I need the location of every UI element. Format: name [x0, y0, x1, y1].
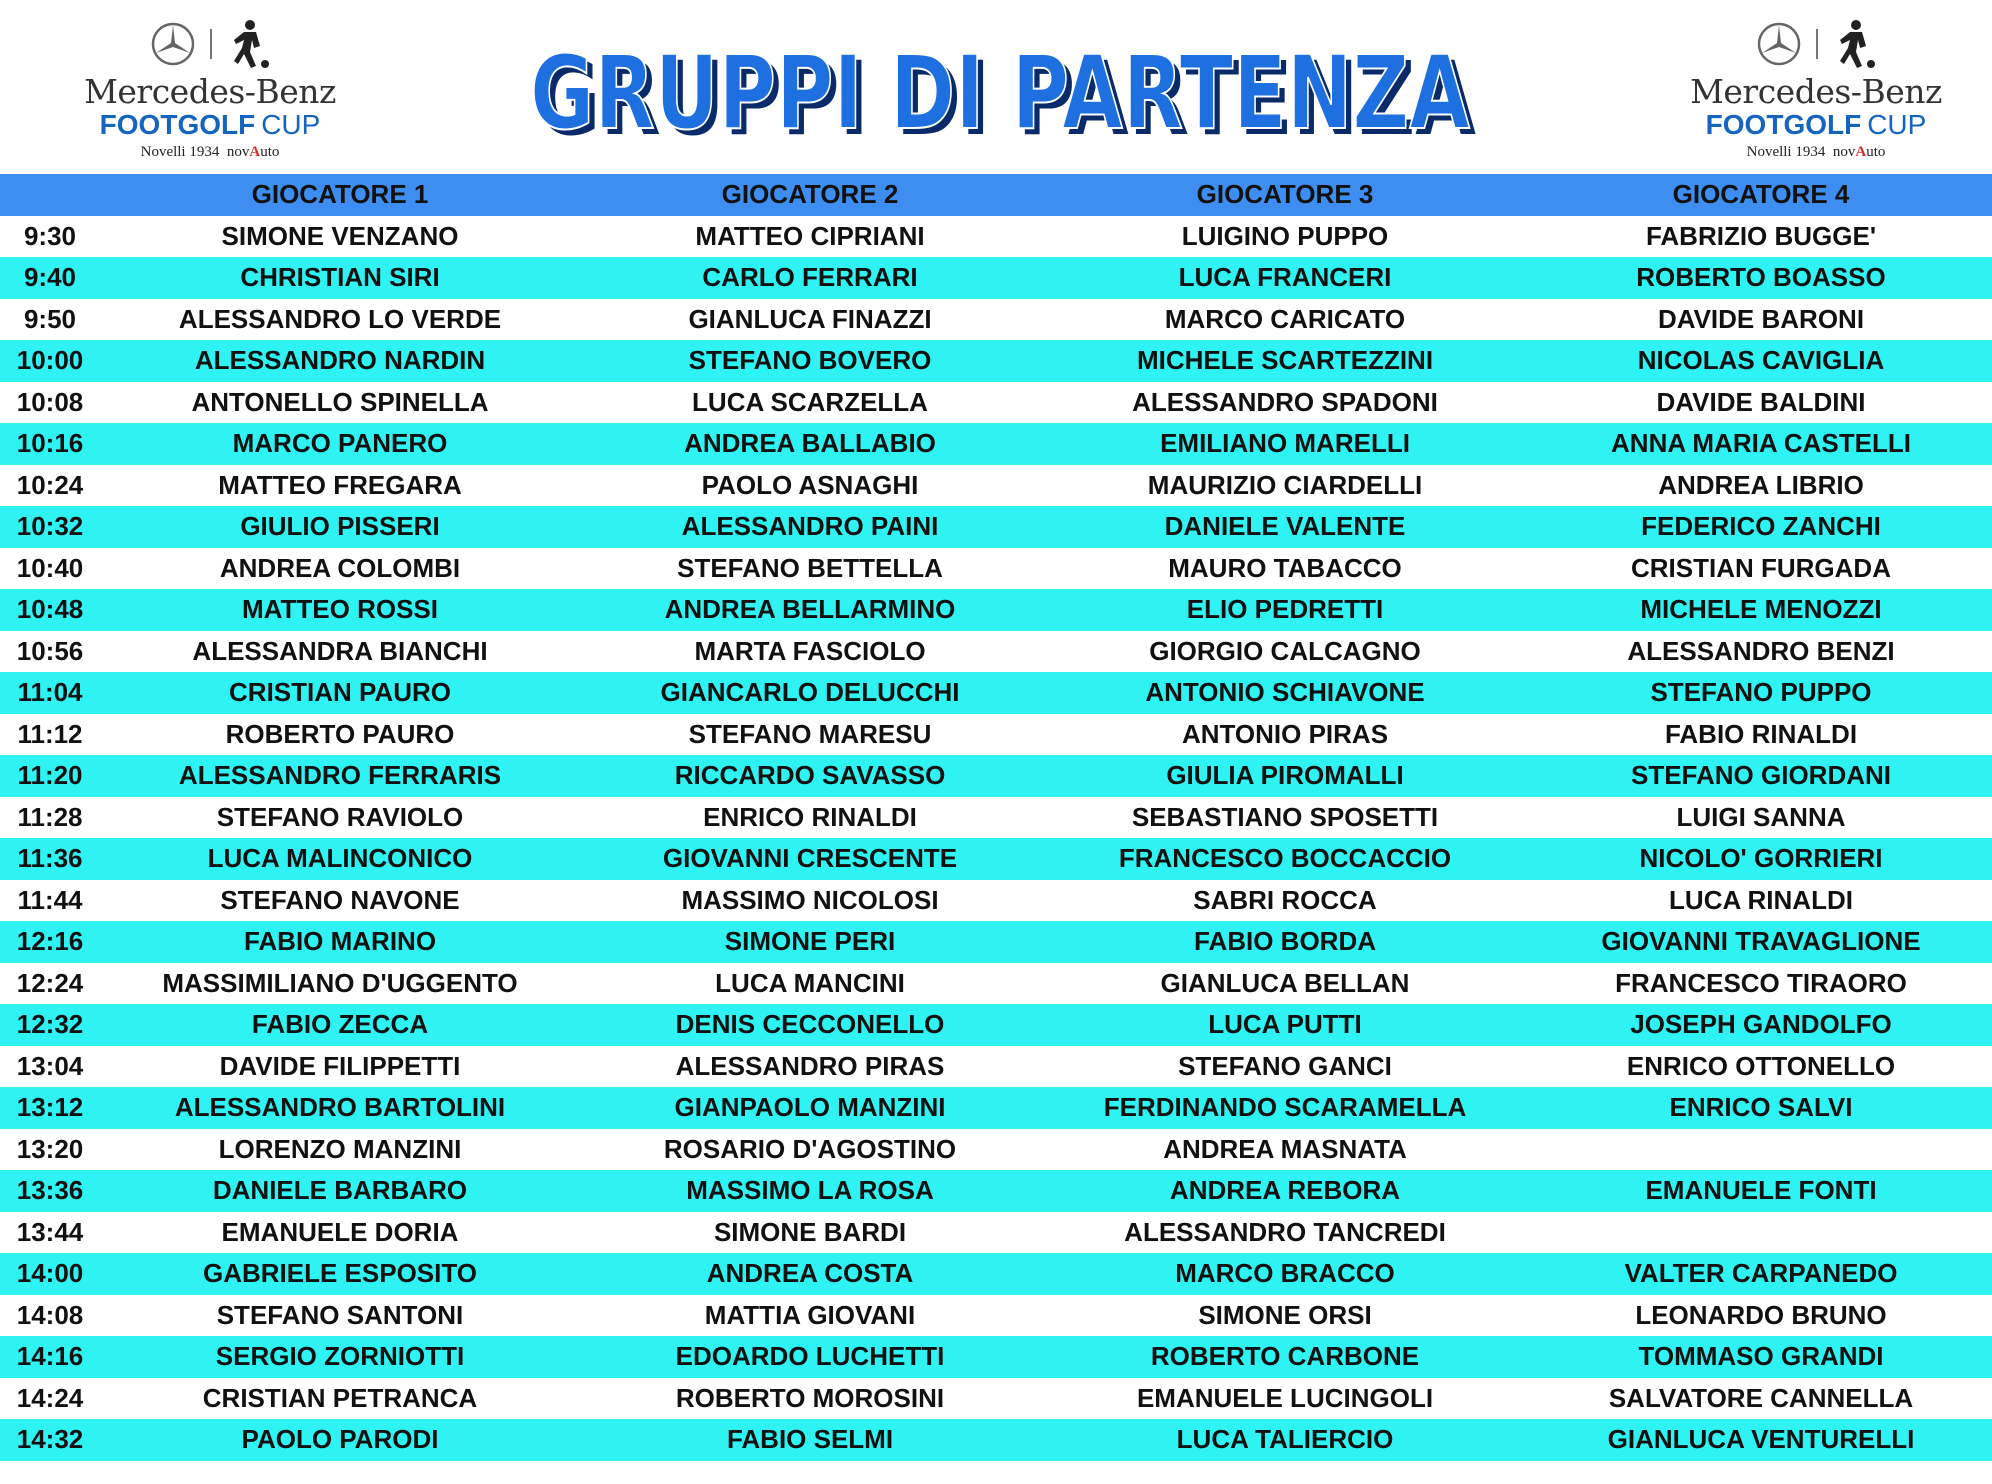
cell-player-2: MARTA FASCIOLO — [694, 635, 926, 666]
cell-player-2: FABIO SELMI — [726, 1424, 894, 1455]
cell-player-2: SIMONE PERI — [724, 926, 896, 957]
cell-tee-time: 13:12 — [16, 1092, 84, 1123]
cell-player-3: ALESSANDRO SPADONI — [1132, 386, 1438, 417]
cell-player-1: CRISTIAN PAURO — [229, 677, 451, 708]
cell-tee-time: 12:16 — [16, 926, 84, 957]
cell-tee-time: 13:20 — [16, 1133, 84, 1164]
cell-tee-time: 13:04 — [16, 1050, 84, 1081]
cell-player-3: LUIGINO PUPPO — [1181, 220, 1389, 251]
cell-tee-time: 11:44 — [17, 884, 83, 915]
cell-player-1: SERGIO ZORNIOTTI — [215, 1341, 465, 1372]
cell-tee-time: 11:36 — [17, 843, 83, 874]
cell-tee-time: 9:30 — [23, 220, 77, 251]
mercedes-star-icon — [1756, 21, 1802, 67]
cell-player-4: STEFANO PUPPO — [1650, 677, 1872, 708]
table-row — [0, 465, 1992, 507]
footgolf-player-icon — [1832, 18, 1876, 70]
cell-player-1: STEFANO RAVIOLO — [216, 801, 464, 832]
table-row — [0, 672, 1992, 714]
table-row — [0, 1087, 1992, 1129]
cell-tee-time: 10:48 — [16, 594, 84, 625]
table-row — [0, 1419, 1992, 1461]
cell-player-2: EDOARDO LUCHETTI — [675, 1341, 945, 1372]
table-row — [0, 631, 1992, 673]
cell-tee-time: 13:44 — [16, 1216, 84, 1247]
cell-player-3: FERDINANDO SCARAMELLA — [1103, 1092, 1467, 1123]
table-row — [0, 1129, 1992, 1171]
table-row — [0, 299, 1992, 341]
cell-player-2: STEFANO BOVERO — [688, 345, 932, 376]
cell-player-1: GIULIO PISSERI — [240, 511, 440, 542]
table-row — [0, 506, 1992, 548]
cell-player-3: FRANCESCO BOCCACCIO — [1118, 843, 1452, 874]
cell-player-1: ALESSANDRO LO VERDE — [178, 303, 502, 334]
cell-player-3: STEFANO GANCI — [1178, 1050, 1392, 1081]
cell-tee-time: 11:04 — [17, 677, 83, 708]
page-title-wrapper — [400, 20, 1600, 160]
cell-player-3: LUCA PUTTI — [1208, 1009, 1362, 1040]
cell-player-2: MATTIA GIOVANI — [704, 1299, 916, 1330]
cell-player-1: MARCO PANERO — [232, 428, 448, 459]
cell-player-1: ROBERTO PAURO — [225, 718, 455, 749]
sponsor-logo-left — [60, 14, 360, 164]
dealer-names: Novelli 1934 novAuto — [1746, 144, 1886, 160]
table-row — [0, 963, 1992, 1005]
cell-player-2: ANDREA BELLARMINO — [664, 594, 956, 625]
cell-player-4: LEONARDO BRUNO — [1635, 1299, 1887, 1330]
cell-player-4: DAVIDE BARONI — [1657, 303, 1865, 334]
cell-player-4: GIOVANNI TRAVAGLIONE — [1601, 926, 1921, 957]
cell-player-2: GIANCARLO DELUCCHI — [660, 677, 960, 708]
cell-player-1: SIMONE VENZANO — [221, 220, 459, 251]
cell-player-4: FEDERICO ZANCHI — [1641, 511, 1881, 542]
cell-player-4: EMANUELE FONTI — [1645, 1175, 1877, 1206]
cell-player-4: MICHELE MENOZZI — [1640, 594, 1882, 625]
cell-player-4: ANDREA LIBRIO — [1658, 469, 1864, 500]
cell-tee-time: 11:28 — [17, 801, 83, 832]
cell-player-3: MAURO TABACCO — [1168, 552, 1402, 583]
cell-player-3: GIULIA PIROMALLI — [1166, 760, 1404, 791]
cell-player-4: STEFANO GIORDANI — [1630, 760, 1891, 791]
cell-player-1: STEFANO NAVONE — [220, 884, 460, 915]
table-row — [0, 838, 1992, 880]
cell-player-3: ANTONIO PIRAS — [1181, 718, 1389, 749]
cell-player-2: ROSARIO D'AGOSTINO — [663, 1133, 957, 1164]
cell-player-3: LUCA FRANCERI — [1178, 262, 1392, 293]
table-row — [0, 1170, 1992, 1212]
cell-player-4: FABRIZIO BUGGE' — [1645, 220, 1877, 251]
cell-tee-time: 10:56 — [16, 635, 84, 666]
table-row — [0, 257, 1992, 299]
brand-name: Mercedes-Benz — [84, 72, 336, 111]
cell-player-1: LORENZO MANZINI — [218, 1133, 462, 1164]
cell-tee-time: 14:08 — [16, 1299, 84, 1330]
cell-player-2: ENRICO RINALDI — [703, 801, 917, 832]
cell-player-4: SALVATORE CANNELLA — [1608, 1382, 1914, 1413]
cell-player-4: ALESSANDRO BENZI — [1627, 635, 1895, 666]
cell-tee-time: 12:32 — [16, 1009, 84, 1040]
cell-player-2: MASSIMO LA ROSA — [686, 1175, 934, 1206]
table-row — [0, 880, 1992, 922]
cell-player-2: STEFANO BETTELLA — [677, 552, 943, 583]
cell-player-2: SIMONE BARDI — [713, 1216, 907, 1247]
cell-player-4: CRISTIAN FURGADA — [1631, 552, 1891, 583]
cell-player-3: EMILIANO MARELLI — [1160, 428, 1410, 459]
cell-player-4: NICOLO' GORRIERI — [1639, 843, 1883, 874]
cell-player-4: FABIO RINALDI — [1664, 718, 1858, 749]
table-row — [0, 340, 1992, 382]
cell-player-2: ROBERTO MOROSINI — [675, 1382, 945, 1413]
table-row — [0, 797, 1992, 839]
column-header-player-4: GIOCATORE 4 — [1672, 179, 1850, 210]
brand-name: Mercedes-Benz — [1690, 72, 1942, 111]
cell-player-3: DANIELE VALENTE — [1164, 511, 1406, 542]
cell-tee-time: 10:16 — [16, 428, 84, 459]
cell-player-1: ANTONELLO SPINELLA — [191, 386, 489, 417]
cell-player-4: NICOLAS CAVIGLIA — [1637, 345, 1885, 376]
cell-player-3: SEBASTIANO SPOSETTI — [1131, 801, 1439, 832]
cell-player-2: LUCA MANCINI — [715, 967, 905, 998]
cell-player-1: STEFANO SANTONI — [216, 1299, 464, 1330]
cell-tee-time: 14:24 — [16, 1382, 84, 1413]
cell-player-1: ALESSANDRO FERRARIS — [178, 760, 502, 791]
cell-tee-time: 14:00 — [16, 1258, 84, 1289]
mercedes-star-icon — [150, 21, 196, 67]
cell-player-3: GIANLUCA BELLAN — [1160, 967, 1410, 998]
table-row — [0, 1378, 1992, 1420]
table-body — [0, 216, 1992, 1461]
cell-player-1: FABIO MARINO — [243, 926, 437, 957]
cell-player-4: VALTER CARPANEDO — [1624, 1258, 1898, 1289]
cell-player-2: RICCARDO SAVASSO — [674, 760, 946, 791]
cell-tee-time: 13:36 — [16, 1175, 84, 1206]
cell-player-3: SIMONE ORSI — [1198, 1299, 1372, 1330]
cell-player-1: LUCA MALINCONICO — [207, 843, 473, 874]
cell-player-4: ENRICO SALVI — [1669, 1092, 1853, 1123]
table-row — [0, 216, 1992, 258]
cell-player-4: ENRICO OTTONELLO — [1626, 1050, 1896, 1081]
cell-player-3: MARCO BRACCO — [1175, 1258, 1395, 1289]
cell-player-1: ANDREA COLOMBI — [219, 552, 461, 583]
cell-player-2: ALESSANDRO PIRAS — [675, 1050, 945, 1081]
cell-player-4: LUCA RINALDI — [1669, 884, 1853, 915]
cell-player-4: JOSEPH GANDOLFO — [1630, 1009, 1892, 1040]
cell-tee-time: 10:08 — [16, 386, 84, 417]
cell-player-1: DANIELE BARBARO — [212, 1175, 468, 1206]
cell-player-3: ROBERTO CARBONE — [1150, 1341, 1420, 1372]
cup-name: FOOTGOLF CUP — [1705, 109, 1927, 140]
table-row — [0, 1253, 1992, 1295]
cell-player-2: PAOLO ASNAGHI — [701, 469, 919, 500]
footgolf-player-icon — [226, 18, 270, 70]
cell-player-3: GIORGIO CALCAGNO — [1149, 635, 1421, 666]
cell-player-3: ANTONIO SCHIAVONE — [1145, 677, 1425, 708]
table-row — [0, 423, 1992, 465]
cell-player-4: FRANCESCO TIRAORO — [1615, 967, 1907, 998]
cell-player-2: GIANPAOLO MANZINI — [674, 1092, 946, 1123]
table-row — [0, 382, 1992, 424]
cell-player-3: EMANUELE LUCINGOLI — [1136, 1382, 1434, 1413]
table-header-row — [0, 174, 1992, 216]
cell-player-1: DAVIDE FILIPPETTI — [219, 1050, 461, 1081]
cell-player-1: EMANUELE DORIA — [221, 1216, 459, 1247]
cell-player-2: LUCA SCARZELLA — [692, 386, 928, 417]
cell-player-2: GIANLUCA FINAZZI — [688, 303, 932, 334]
page-title-shadow: GRUPPI DI PARTENZA — [536, 40, 1477, 159]
cell-player-1: PAOLO PARODI — [241, 1424, 439, 1455]
cell-player-2: STEFANO MARESU — [688, 718, 932, 749]
cell-tee-time: 10:00 — [16, 345, 84, 376]
cell-player-1: FABIO ZECCA — [251, 1009, 429, 1040]
cell-tee-time: 11:12 — [17, 718, 83, 749]
cell-player-4: ANNA MARIA CASTELLI — [1611, 428, 1911, 459]
table-row — [0, 1336, 1992, 1378]
table-row — [0, 1004, 1992, 1046]
cell-player-3: ANDREA REBORA — [1169, 1175, 1401, 1206]
cell-player-3: SABRI ROCCA — [1193, 884, 1377, 915]
table-row — [0, 1212, 1992, 1254]
cell-player-2: CARLO FERRARI — [702, 262, 918, 293]
cell-player-3: ANDREA MASNATA — [1163, 1133, 1407, 1164]
column-header-player-3: GIOCATORE 3 — [1196, 179, 1374, 210]
column-header-player-1: GIOCATORE 1 — [251, 179, 429, 210]
table-row — [0, 548, 1992, 590]
cell-player-3: ELIO PEDRETTI — [1186, 594, 1384, 625]
cell-player-3: ALESSANDRO TANCREDI — [1124, 1216, 1446, 1247]
cell-tee-time: 9:50 — [23, 303, 77, 334]
table-row — [0, 755, 1992, 797]
cell-player-2: ANDREA COSTA — [706, 1258, 914, 1289]
cell-player-4: GIANLUCA VENTURELLI — [1607, 1424, 1915, 1455]
cell-player-4: ROBERTO BOASSO — [1636, 262, 1886, 293]
cell-player-2: MASSIMO NICOLOSI — [681, 884, 939, 915]
cell-tee-time: 10:24 — [16, 469, 84, 500]
cell-player-1: MASSIMILIANO D'UGGENTO — [162, 967, 518, 998]
cell-player-2: DENIS CECCONELLO — [675, 1009, 945, 1040]
cell-player-1: MATTEO FREGARA — [218, 469, 462, 500]
cell-player-4: TOMMASO GRANDI — [1638, 1341, 1884, 1372]
cup-name: FOOTGOLF CUP — [99, 109, 321, 140]
logo-separator — [210, 29, 212, 59]
cell-player-1: ALESSANDRO BARTOLINI — [174, 1092, 506, 1123]
cell-player-2: ANDREA BALLABIO — [684, 428, 936, 459]
table-row — [0, 589, 1992, 631]
sponsor-logo-right — [1666, 14, 1966, 164]
cell-player-1: CHRISTIAN SIRI — [240, 262, 440, 293]
cell-player-3: MICHELE SCARTEZZINI — [1136, 345, 1434, 376]
cell-player-4: LUIGI SANNA — [1676, 801, 1846, 832]
cell-tee-time: 12:24 — [16, 967, 84, 998]
table-row — [0, 1295, 1992, 1337]
cell-tee-time: 14:16 — [16, 1341, 84, 1372]
cell-tee-time: 9:40 — [23, 262, 77, 293]
cell-player-1: ALESSANDRO NARDIN — [194, 345, 486, 376]
cell-tee-time: 11:20 — [17, 760, 83, 791]
cell-player-1: CRISTIAN PETRANCA — [202, 1382, 478, 1413]
cell-player-2: GIOVANNI CRESCENTE — [662, 843, 958, 874]
table-row — [0, 714, 1992, 756]
cell-player-3: MARCO CARICATO — [1164, 303, 1406, 334]
page-title: GRUPPI DI PARTENZA — [530, 34, 1471, 153]
table-row — [0, 921, 1992, 963]
logo-separator — [1816, 29, 1818, 59]
dealer-names: Novelli 1934 novAuto — [140, 144, 280, 160]
cell-player-2: MATTEO CIPRIANI — [695, 220, 925, 251]
cell-player-1: ALESSANDRA BIANCHI — [192, 635, 488, 666]
cell-tee-time: 10:32 — [16, 511, 84, 542]
cell-tee-time: 10:40 — [16, 552, 84, 583]
cell-player-3: FABIO BORDA — [1194, 926, 1376, 957]
page-title-svg — [400, 20, 1600, 160]
cell-player-3: LUCA TALIERCIO — [1176, 1424, 1394, 1455]
column-header-player-2: GIOCATORE 2 — [721, 179, 899, 210]
cell-player-4: DAVIDE BALDINI — [1656, 386, 1866, 417]
cell-player-1: GABRIELE ESPOSITO — [202, 1258, 477, 1289]
cell-player-2: ALESSANDRO PAINI — [681, 511, 939, 542]
cell-player-1: MATTEO ROSSI — [242, 594, 438, 625]
cell-player-3: MAURIZIO CIARDELLI — [1147, 469, 1423, 500]
page-header — [0, 0, 1992, 174]
tee-times-table — [0, 174, 1992, 1461]
cell-tee-time: 14:32 — [16, 1424, 84, 1455]
table-row — [0, 1046, 1992, 1088]
